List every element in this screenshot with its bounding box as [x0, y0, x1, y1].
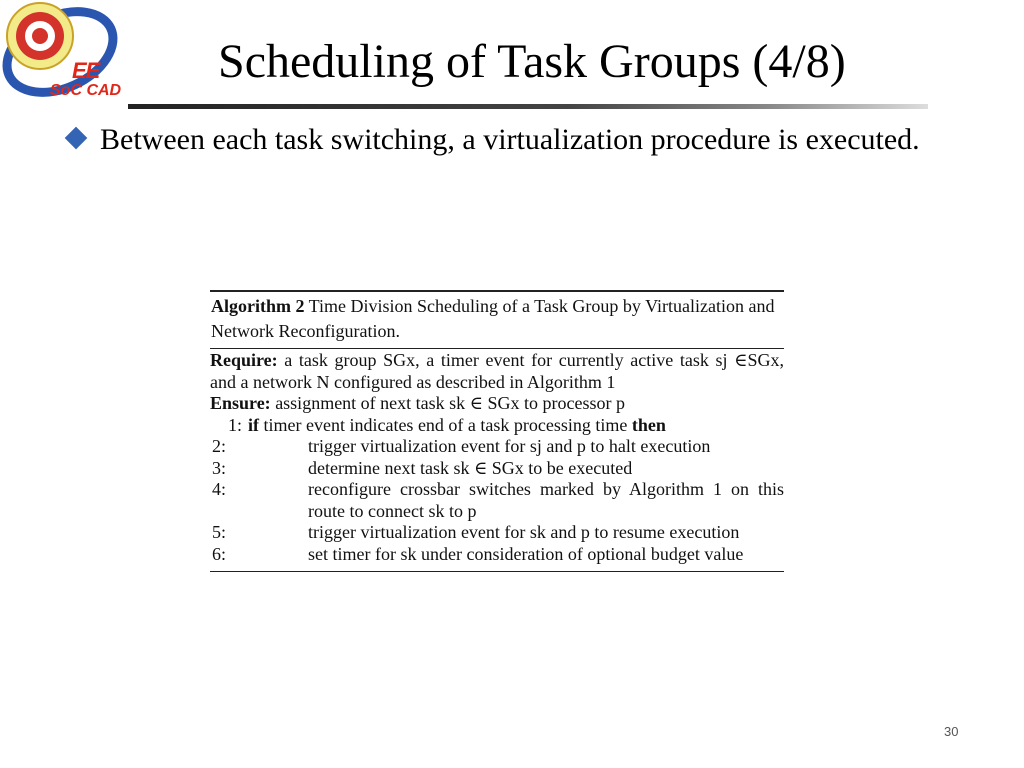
algorithm-caption-text: Time Division Scheduling of a Task Group by Virtualization and Network Reconfiguration.: [211, 296, 775, 341]
algorithm-caption: [210, 292, 784, 348]
step-text: trigger virtualization event for sk and p to resume execution: [308, 522, 740, 542]
slide-title: Scheduling of Task Groups (4/8): [218, 35, 846, 88]
require-text: a task group SGx, a timer event for currently active task sj ∈SGx, and a network N configured as described in Algorithm 1: [210, 350, 784, 392]
step-1-text: timer event indicates end of a task processing time: [259, 414, 632, 435]
step-text: trigger virtualization event for sj and p to halt execution: [308, 436, 711, 456]
step-number: 2:: [211, 436, 226, 456]
step-text: determine next task sk ∈ SGx to be executed: [308, 457, 633, 478]
if-keyword: if: [248, 414, 259, 435]
algorithm-step-5: [210, 522, 784, 544]
algorithm-body: [210, 349, 784, 565]
university-logo: [0, 0, 125, 104]
bullet-text: Between each task switching, a virtualization procedure is executed.: [100, 123, 920, 156]
step-text: [248, 415, 784, 437]
step-number: 4:: [211, 479, 226, 499]
logo-brand-soc-cad: SoC CAD: [50, 82, 122, 99]
algorithm-step-6: [210, 544, 784, 566]
step-text: reconfigure crossbar switches marked by Algorithm 1 on this route to connect sk to p: [308, 479, 784, 521]
title-divider: [128, 104, 928, 109]
step-text: set timer for sk under consideration of optional budget value: [308, 543, 744, 564]
diamond-bullet-icon: [65, 127, 88, 150]
logo-brand-ee: EE: [72, 58, 100, 83]
slide-number: 30: [944, 724, 959, 739]
step-number: 5:: [211, 522, 226, 542]
step-number: 3:: [211, 457, 226, 478]
require-keyword: Require:: [210, 350, 278, 370]
algorithm-bottom-rule: [210, 571, 784, 572]
algorithm-ensure: [210, 393, 784, 415]
algorithm-step-3: [210, 458, 784, 480]
algorithm-step-2: [210, 436, 784, 458]
ensure-keyword: Ensure:: [210, 393, 271, 413]
algorithm-figure: [210, 290, 784, 572]
step-number: 6:: [211, 543, 226, 564]
algorithm-require: [210, 350, 784, 393]
algorithm-step-4: [210, 479, 784, 522]
then-keyword: then: [631, 414, 666, 435]
ensure-text: assignment of next task sk ∈ SGx to processor p: [270, 393, 625, 413]
algorithm-label: Algorithm 2: [211, 296, 305, 316]
step-number: 1:: [227, 414, 242, 435]
algorithm-step-1: [210, 415, 784, 437]
